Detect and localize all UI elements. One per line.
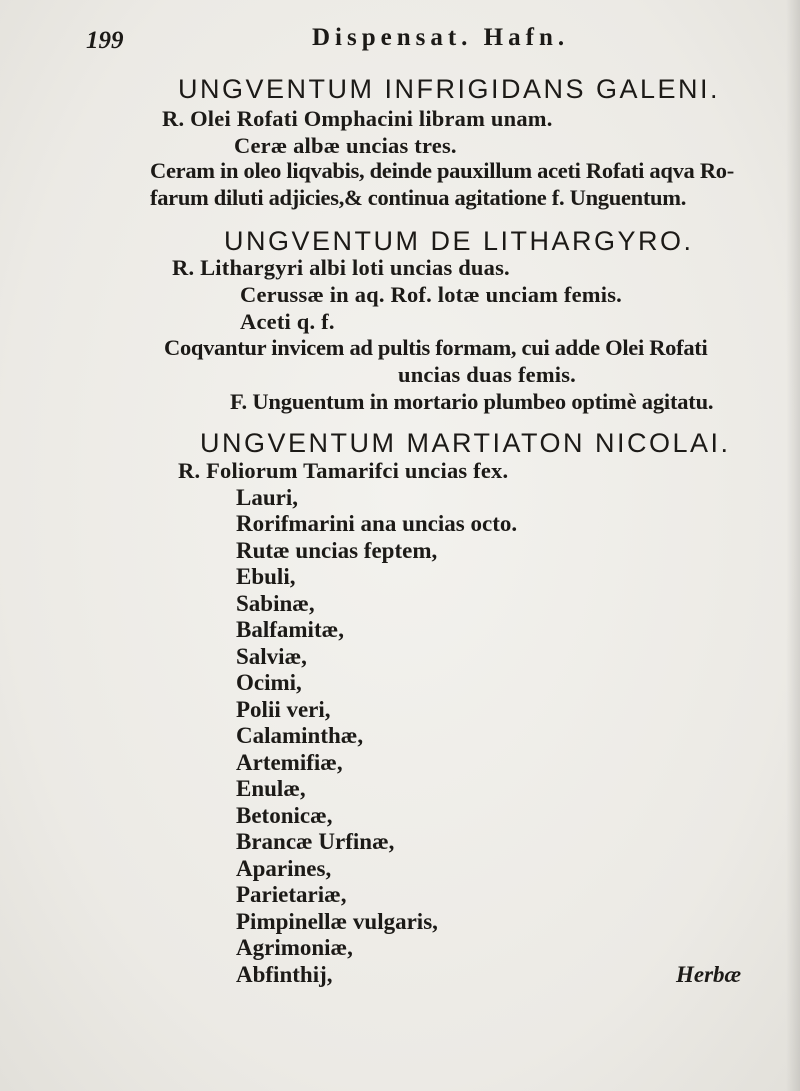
section-title-ungventum-de-lithargyro: UNGVENTUM DE LITHARGYRO.: [224, 226, 694, 256]
catchword: Herbæ: [676, 962, 742, 987]
recipe-line: R. Foliorum Tamarifci uncias fex.: [178, 458, 509, 483]
recipe-line: R. Lithargyri albi loti uncias duas.: [172, 255, 510, 280]
recipe-line: F. Unguentum in mortario plumbeo optimè agitatu.: [230, 389, 714, 414]
ingredient-line: Lauri,: [236, 485, 298, 510]
ingredient-line: Salviæ,: [236, 644, 307, 669]
ingredient-line: Rutæ uncias feptem,: [236, 538, 438, 563]
recipe-line: uncias duas femis.: [398, 362, 577, 387]
section-title-ungventum-martiaton: UNGVENTUM MARTIATON NICOLAI.: [200, 428, 731, 458]
recipe-line: Cerussæ in aq. Rof. lotæ unciam femis.: [240, 282, 622, 307]
page-number: 199: [86, 27, 124, 54]
section-title-ungventum-infrigidans: UNGVENTUM INFRIGIDANS GALENI.: [178, 74, 721, 104]
ingredient-line: Enulæ,: [236, 776, 306, 801]
ingredient-line: Artemifiæ,: [236, 750, 343, 775]
ingredient-line: Pimpinellæ vulgaris,: [236, 909, 438, 934]
ingredient-line: Betonicæ,: [236, 803, 333, 828]
page-edge-shadow: [786, 0, 800, 1091]
ingredient-line: Sabinæ,: [236, 591, 315, 616]
ingredient-line: Ocimi,: [236, 670, 302, 695]
recipe-line: R. Olei Rofati Omphacini libram unam.: [162, 106, 553, 131]
ingredient-line: Ebuli,: [236, 564, 296, 589]
ingredient-line: Rorifmarini ana uncias octo.: [236, 511, 518, 536]
recipe-line: Ceræ albæ uncias tres.: [234, 133, 457, 158]
ingredient-line: Brancæ Urfinæ,: [236, 829, 395, 854]
ingredient-line: Calaminthæ,: [236, 723, 364, 748]
ingredient-line: Balfamitæ,: [236, 617, 344, 642]
recipe-line: Coqvantur invicem ad pultis formam, cui adde Olei Rofati: [164, 335, 708, 360]
recipe-line: Ceram in oleo liqvabis, deinde pauxillum aceti Rofati aqva Ro-: [150, 158, 734, 183]
recipe-line: Aceti q. f.: [240, 309, 335, 334]
ingredient-line: Aparines,: [236, 856, 332, 881]
running-title: Dispensat. Hafn.: [312, 24, 570, 51]
ingredient-line: Abfinthij,: [236, 962, 333, 987]
ingredient-line: Parietariæ,: [236, 882, 347, 907]
ingredient-line: Agrimoniæ,: [236, 935, 353, 960]
ingredient-line: Polii veri,: [236, 697, 331, 722]
recipe-line: farum diluti adjicies,& continua agitatione f. Unguentum.: [150, 185, 687, 210]
